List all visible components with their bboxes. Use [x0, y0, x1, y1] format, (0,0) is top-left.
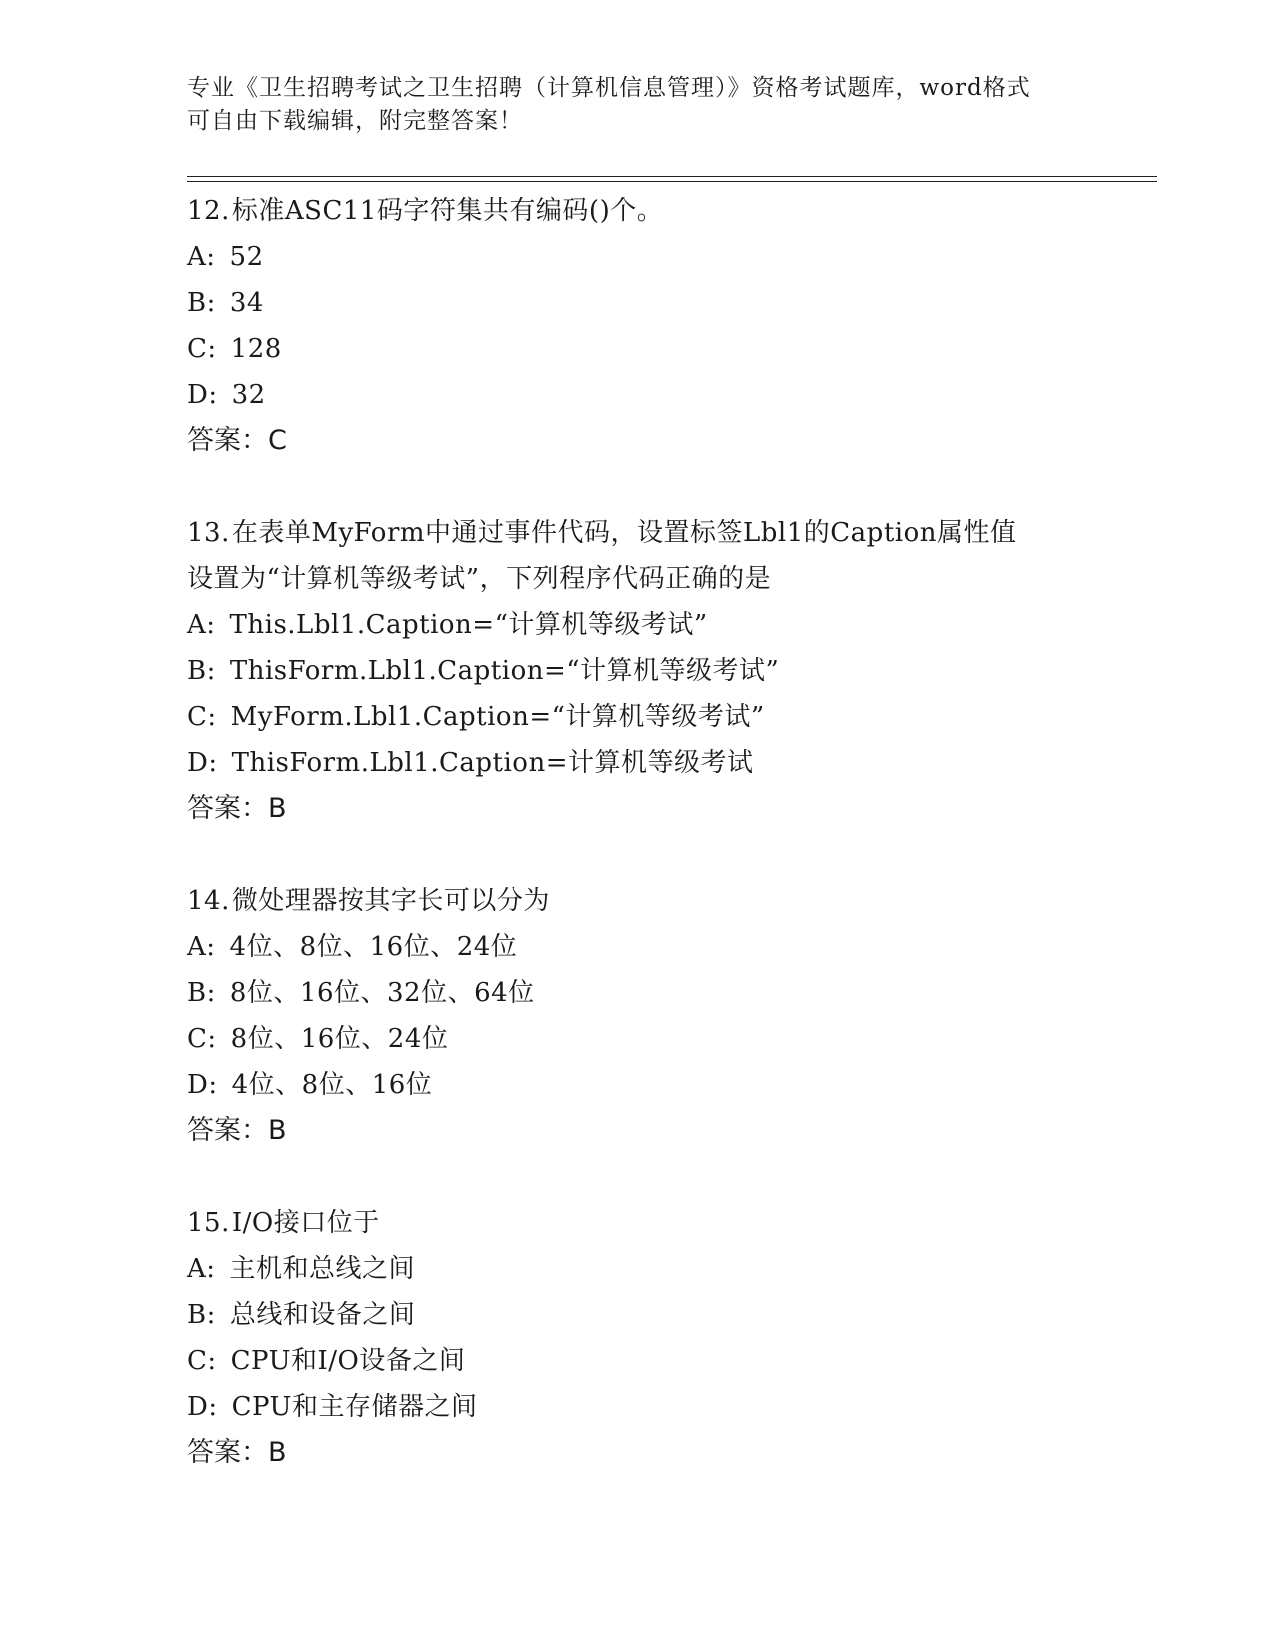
document-page — [187, 72, 1157, 1522]
option-row — [187, 372, 1157, 418]
option-letter: A: — [187, 932, 216, 962]
question-stem-text: I/O接口位于 — [231, 1208, 380, 1238]
option-row — [187, 326, 1157, 372]
question-stem-line — [187, 1200, 1157, 1246]
option-text: 4位、8位、16位 — [231, 1070, 433, 1100]
option-text: ThisForm.Lbl1.Caption=“计算机等级考试” — [229, 656, 780, 686]
option-row — [187, 280, 1157, 326]
option-text: 4位、8位、16位、24位 — [229, 932, 518, 962]
question-stem-text: 设置为“计算机等级考试”，下列程序代码正确的是 — [187, 564, 772, 594]
question-number: 13. — [187, 518, 230, 548]
option-row — [187, 648, 1157, 694]
option-letter: D: — [187, 748, 218, 778]
question-stem-line — [187, 556, 1157, 602]
option-row — [187, 924, 1157, 970]
option-row — [187, 1292, 1157, 1338]
option-text: 总线和设备之间 — [229, 1300, 416, 1330]
question-block — [187, 510, 1157, 832]
option-letter: C: — [187, 334, 217, 364]
option-letter: B: — [187, 978, 216, 1008]
option-letter: C: — [187, 1024, 217, 1054]
option-letter: C: — [187, 1346, 217, 1376]
answer-line: 答案：B — [187, 793, 287, 824]
option-row — [187, 694, 1157, 740]
option-text: 32 — [231, 380, 266, 410]
option-letter: C: — [187, 702, 217, 732]
double-rule-divider — [187, 176, 1157, 182]
question-stem-text: 在表单MyForm中通过事件代码，设置标签Lbl1的Caption属性值 — [231, 518, 1017, 548]
question-block — [187, 1200, 1157, 1476]
option-text: 主机和总线之间 — [229, 1254, 416, 1284]
header-line-1: 专业《卫生招聘考试之卫生招聘（计算机信息管理）》资格考试题库，word格式 — [187, 75, 1031, 101]
option-row — [187, 1246, 1157, 1292]
question-block — [187, 878, 1157, 1154]
question-list — [187, 188, 1157, 1476]
question-number: 12. — [187, 196, 230, 226]
option-text: CPU和I/O设备之间 — [230, 1346, 466, 1376]
option-row — [187, 970, 1157, 1016]
option-letter: A: — [187, 610, 216, 640]
option-row — [187, 1338, 1157, 1384]
option-text: This.Lbl1.Caption=“计算机等级考试” — [229, 610, 708, 640]
option-letter: A: — [187, 242, 216, 272]
option-row — [187, 1016, 1157, 1062]
option-text: CPU和主存储器之间 — [231, 1392, 478, 1422]
option-text: ThisForm.Lbl1.Caption=计算机等级考试 — [231, 748, 754, 778]
option-row — [187, 602, 1157, 648]
option-text: 8位、16位、24位 — [230, 1024, 449, 1054]
question-stem-line — [187, 510, 1157, 556]
option-letter: B: — [187, 288, 216, 318]
option-letter: B: — [187, 1300, 216, 1330]
option-text: 52 — [229, 242, 264, 272]
header-line-2: 可自由下载编辑，附完整答案！ — [187, 108, 523, 134]
option-row — [187, 1384, 1157, 1430]
question-block — [187, 188, 1157, 464]
option-letter: B: — [187, 656, 216, 686]
question-stem-line — [187, 878, 1157, 924]
answer-line: 答案：B — [187, 1437, 287, 1468]
question-stem-text: 标准ASC11码字符集共有编码()个。 — [231, 196, 664, 226]
option-letter: D: — [187, 380, 218, 410]
option-letter: D: — [187, 1070, 218, 1100]
option-text: MyForm.Lbl1.Caption=“计算机等级考试” — [230, 702, 765, 732]
question-stem-line — [187, 188, 1157, 234]
option-letter: D: — [187, 1392, 218, 1422]
option-letter: A: — [187, 1254, 216, 1284]
option-row — [187, 740, 1157, 786]
option-row — [187, 1062, 1157, 1108]
option-text: 128 — [230, 334, 282, 364]
answer-line: 答案：B — [187, 1115, 287, 1146]
question-stem-text: 微处理器按其字长可以分为 — [231, 886, 550, 916]
answer-line: 答案：C — [187, 425, 287, 456]
question-number: 14. — [187, 886, 230, 916]
option-text: 34 — [229, 288, 264, 318]
option-row — [187, 234, 1157, 280]
option-text: 8位、16位、32位、64位 — [229, 978, 535, 1008]
question-number: 15. — [187, 1208, 230, 1238]
